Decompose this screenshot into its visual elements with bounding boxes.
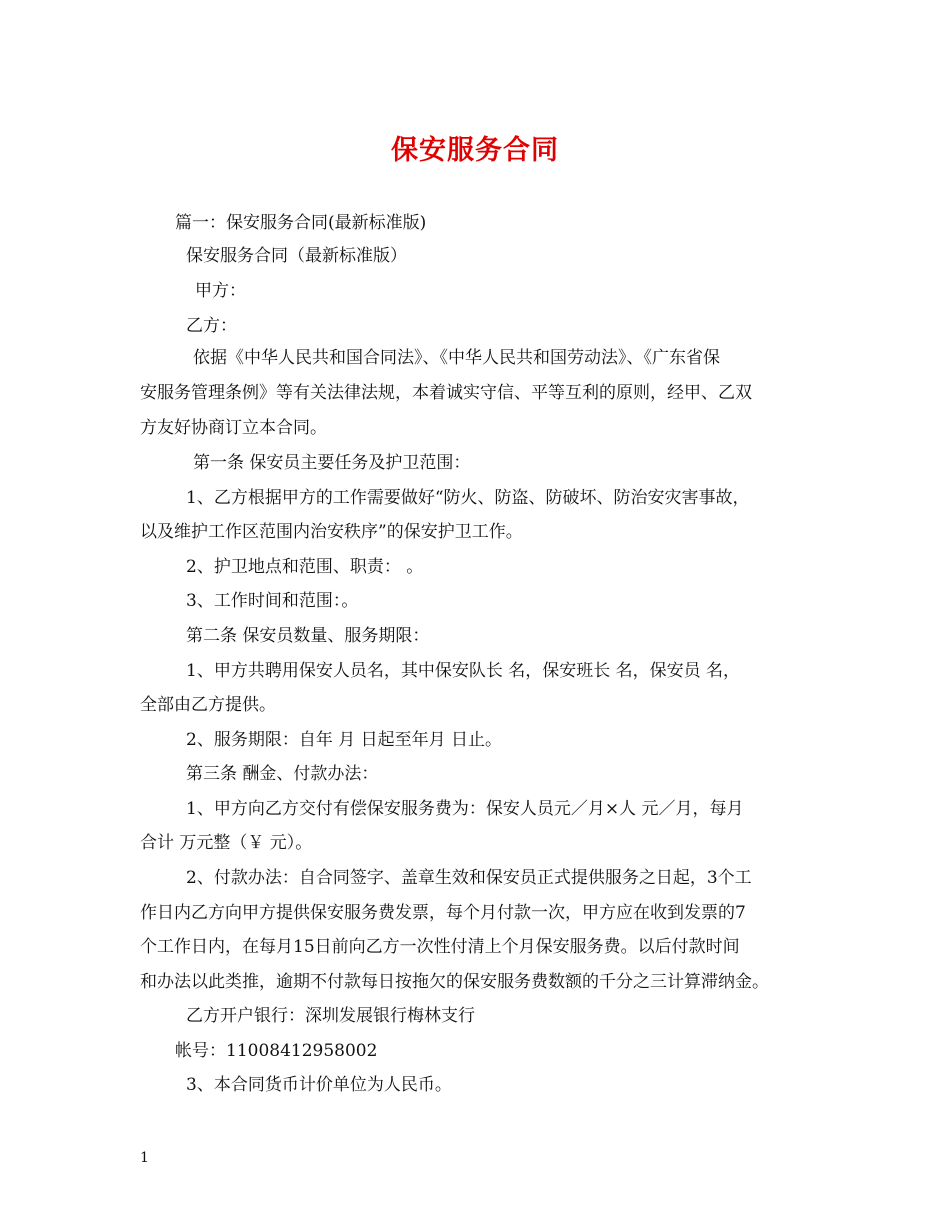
- party-a-line: 甲方：: [195, 281, 246, 301]
- article-3-item-2-line-2: 作日内乙方向甲方提供保安服务费发票，每个月付款一次，甲方应在收到发票的7: [140, 903, 746, 923]
- preamble-line-2: 安服务管理条例》等有关法律法规，本着诚实守信、平等互利的原则，经甲、乙双: [140, 383, 752, 403]
- article-2-item-1-line-2: 全部由乙方提供。: [140, 695, 276, 715]
- article-2-heading: 第二条 保安员数量、服务期限：: [186, 626, 430, 646]
- contract-name: 保安服务合同（最新标准版）: [186, 246, 407, 266]
- article-3-item-2-line-4: 和办法以此类推，逾期不付款每日按拖欠的保安服务费数额的千分之三计算滞纳金。: [140, 972, 769, 992]
- article-2-item-1-line-1: 1、甲方共聘用保安人员名，其中保安队长 名，保安班长 名，保安员 名，: [186, 661, 741, 681]
- article-1-item-3: 3、工作时间和范围：。: [186, 591, 359, 611]
- document-title: 保安服务合同: [391, 135, 559, 166]
- preamble-line-1: 依据《中华人民共和国合同法》、《中华人民共和国劳动法》、《广东省保: [193, 348, 720, 368]
- article-1-item-1-line-1: 1、乙方根据甲方的工作需要做好“防火、防盗、防破坏、防治安灾害事故，: [186, 488, 750, 508]
- section-heading: 篇一：保安服务合同(最新标准版): [175, 213, 427, 233]
- preamble-line-3: 方友好协商订立本合同。: [140, 418, 327, 438]
- article-3-item-2-line-3: 个工作日内，在每月15日前向乙方一次性付清上个月保安服务费。以后付款时间: [140, 937, 740, 957]
- article-2-item-2: 2、服务期限：自年 月 日起至年月 日止。: [186, 730, 503, 750]
- page-number: 1: [140, 1150, 149, 1166]
- article-1-item-2: 2、护卫地点和范围、职责： 。: [186, 557, 424, 577]
- party-b-line: 乙方：: [186, 316, 237, 336]
- article-3-item-2-line-1: 2、付款办法：自合同签字、盖章生效和保安员正式提供服务之日起，3个工: [186, 868, 752, 888]
- article-3-item-1-line-1: 1、甲方向乙方交付有偿保安服务费为：保安人员元／月×人 元／月，每月: [186, 799, 744, 819]
- bank-line: 乙方开户银行：深圳发展银行梅林支行: [186, 1006, 475, 1026]
- account-line: 帐号：11008412958002: [175, 1041, 378, 1061]
- article-1-item-1-line-2: 以及维护工作区范围内治安秩序”的保安护卫工作。: [140, 522, 523, 542]
- article-1-heading: 第一条 保安员主要任务及护卫范围：: [193, 453, 471, 473]
- article-3-item-1-line-2: 合计 万元整（￥ 元）。: [140, 833, 313, 853]
- article-3-item-3: 3、本合同货币计价单位为人民币。: [186, 1075, 452, 1095]
- article-3-heading: 第三条 酬金、付款办法：: [186, 764, 379, 784]
